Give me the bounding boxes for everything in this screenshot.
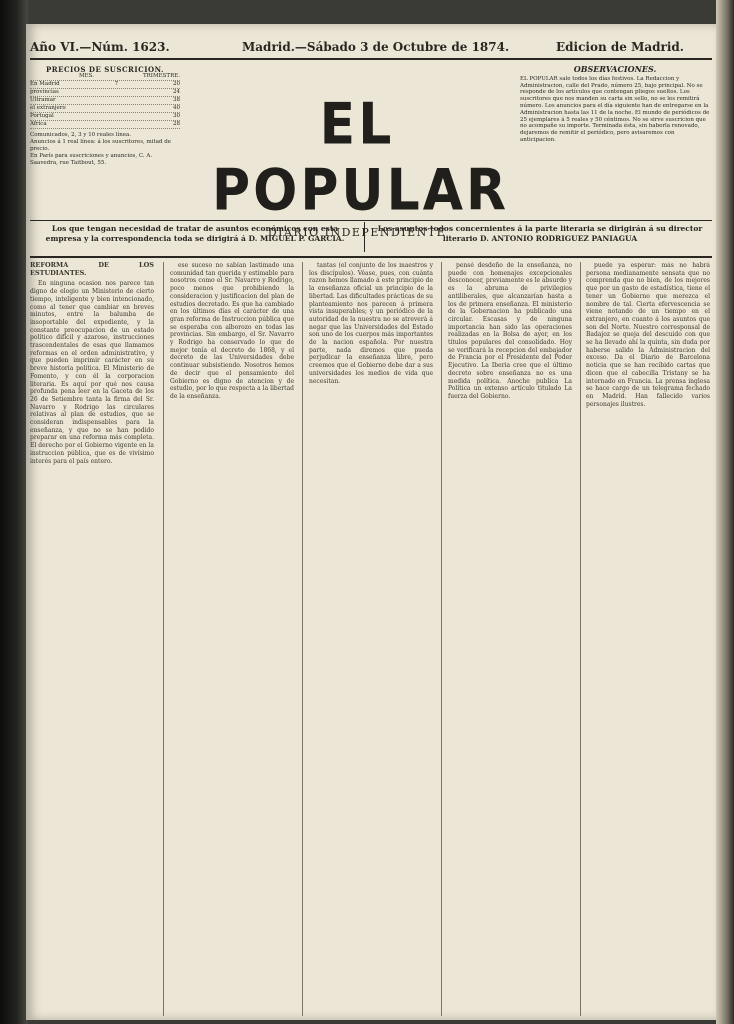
subscription-columns	[30, 73, 180, 81]
subscription-note: Comunicados, 2, 3 y 10 reales línea.	[30, 132, 132, 138]
column-trimestre: TRIMESTRE.	[143, 73, 180, 79]
column-text: tantas (el conjunto de los maestros y los discípulos). Véase, pues, con cuánta razon hemos llamado á este principio de la enseñanza oficial un principio de la libertad. Las dificultades prácticas de su planteamiento nos parecen á primera vista insuperables; y un periódico de la autoridad de la nuestra no se atreverá á negar que las Universidades del Estado son uno de los cuerpos más importantes de la nacion española. Por nuestra parte, nada diremos que pueda perjudicar la enseñanza libre, pero creemos que el Gobierno debe dar a sus universidades los medios de vida que necesitan.	[309, 262, 433, 385]
newspaper-page	[26, 24, 716, 1020]
column-rule	[441, 262, 442, 1016]
notice-literary: Los asuntos todos concernientes á la parte literaria se dirigirán á su director literario D. ANTONIO RODRIGUEZ PANIAGUA	[377, 224, 703, 243]
observaciones-box	[520, 66, 710, 231]
column-rule	[163, 262, 164, 1016]
column-1	[30, 262, 154, 1016]
column-text: En ninguna ocasion nos parece tan digno de elogio un Ministerio de cierto tiempo, inteligente y bien intencionado, como al tener que cambiar en breves minutos, entre la balumba de insoportable del expediente, y la constante preocupacion de un estado político difícil y azaroso, instrucciones trascendentales de esas que llamamos reformas en el orden administrativo, y que pueden imprimir carácter en su breve historia política. El Ministerio de Fomento, y con él la corporacion literaria. Es aquí por qué nos causa profunda pena leer en la Gaceta de los 26 de Setiembre tanta la firma del Sr. Navarro y Rodrigo las circulares relativas al plan de estudios, que se consideran indispensables para la enseñanza, y que no se han podido preparar en una reforma más completa. El derecho por el Gobierno vigente en la instruccion pública, que es de vivísimo interés para el país entero.	[30, 280, 154, 465]
column-text: ese suceso no sabían lastimado una comunidad tan querida y estimable para nosotros como el Sr. Navarro y Rodrigo, poco menos que prohibiendo la consideracion y justificacion del plan de estudios decretado. Es que ha cambiado en los últimos días el carácter de una gran reforma de Instruccion pública que se esperaba con alborozo en todas las provincias. Sin embargo, el Sr. Navarro y Rodrigo ha conservado lo que de mejor tenía el decreto de 1868, y el decreto de las Universidades debe continuar subsistiendo. Nosotros hemos de decir que el pensamiento del Gobierno es digno de atencion y de estudio, por lo que respecta a la libertad de la enseñanza.	[170, 262, 294, 400]
column-text: puede ya esperar: más no habrá persona medianamente sensata que no comprenda que no bien, de los mejores que por un gasto de estadística, tiene el tener un Gobierno que merezca el nombre de tal. Cierta efervescencia se viene notando de un tiempo en el extranjero, en cuanto á los asuntos que son del Norte. Nuestro corresponsal de Badajoz se queja del descuido con que se ha llevado ahí la quinta, sin duda por haberse salido la Administracion del exceso. Da el Diario de Barcelona noticia que se han recibido cartas que dicen que el cabecilla Tristany se ha internado en Francia. La prensa inglesa se hace cargo de un telegrama fechado en Madrid. Han fallecido varios personajes ilustres.	[586, 262, 710, 408]
observaciones-title: OBSERVACIONES.	[573, 64, 657, 74]
column-3	[309, 262, 433, 1016]
page-edge	[716, 0, 734, 1024]
subscription-row: el extranjero 40	[30, 105, 180, 111]
edition-label: Edicion de Madrid.	[556, 40, 684, 54]
notice-rule-top	[30, 220, 712, 221]
subscription-note: En París para suscriciones y anuncios, C. A. Saavedra, rue Taitbout, 55.	[30, 153, 153, 166]
newspaper-subtitle: DIARIO INDEPENDIENTE	[267, 226, 447, 239]
column-mes: MES.	[79, 73, 94, 79]
column-2	[170, 262, 294, 1016]
notice-economic: Los que tengan necesidad de tratar de asuntos económicos con esta empresa y la correspondencia toda se dirigirá á D. MIGUEL P. GARCIA.	[45, 224, 345, 243]
subscription-box	[30, 66, 180, 176]
subscription-row: provincias 24	[30, 89, 180, 95]
article-heading: REFORMA DE LOS ESTUDIANTES.	[30, 262, 154, 277]
subscription-row: Africa 28	[30, 121, 180, 127]
book-binding	[0, 0, 28, 1024]
subscription-row: En Madrid 7 20	[30, 81, 180, 87]
header-rule	[30, 58, 712, 60]
column-5	[586, 262, 710, 1016]
article-columns	[30, 262, 712, 1020]
subscription-note: Anuncios á 1 real línea: á los suscritores, mitad de precio.	[30, 139, 172, 152]
column-4	[448, 262, 572, 1016]
column-rule	[580, 262, 581, 1016]
column-text: pensé desdeño de la enseñanza, no puede con homenajes excepcionales desconocer, previamente es le absurdo y es la abruma de privilegios antiliberales, que alcanzarían hasta a los de primera enseñanza. El ministerio de la Gobernacion ha publicado una circular. Escasas y de ninguna importancia han sido las operaciones realizadas en la Bolsa de ayer, en los títulos populares del consolidado. Hoy se verificará la recepcion del embajador de Francia por el Presidente del Poder Ejecutivo. La Iberia cree que el último decreto sobre enseñanza no es una medida política. Anoche publica La Política un extenso artículo titulado La fuerza del Gobierno.	[448, 262, 572, 400]
notice-rule-bottom	[30, 256, 712, 258]
observaciones-text: EL POPULAR sale todos los días festivos. La Redaccion y Administracion, calle del Prado, número 25, bajo principal. No se responde de los artículos que contengan pliegos sueltos. Los suscritores que nos manden su carta sin sello, no se les remitirá número. Los anuncios para el día siguiente han de entregarse en la Administracion hasta las 11 de la noche. El mundo de periódicos de 25 ejemplares á 5 reales y 50 céntimos. No se sirve suscricion que no acompañe su importe. Terminada ésta, sin haberla renovado, dejaremos de remitir el periódico, pero avisaremos con anticipacion.	[520, 75, 710, 143]
header-line	[26, 40, 716, 60]
column-rule	[302, 262, 303, 1016]
date-line: Madrid.—Sábado 3 de Octubre de 1874.	[242, 40, 510, 54]
issue-number: Año VI.—Núm. 1623.	[30, 40, 170, 54]
subscription-row: Ultramar 38	[30, 97, 180, 103]
subscription-row: Portugal 30	[30, 113, 180, 119]
masthead	[212, 92, 510, 239]
newspaper-name: EL POPULAR	[212, 92, 510, 224]
subscription-title: PRECIOS DE SUSCRICION.	[46, 65, 164, 74]
notice-separator	[364, 222, 365, 252]
